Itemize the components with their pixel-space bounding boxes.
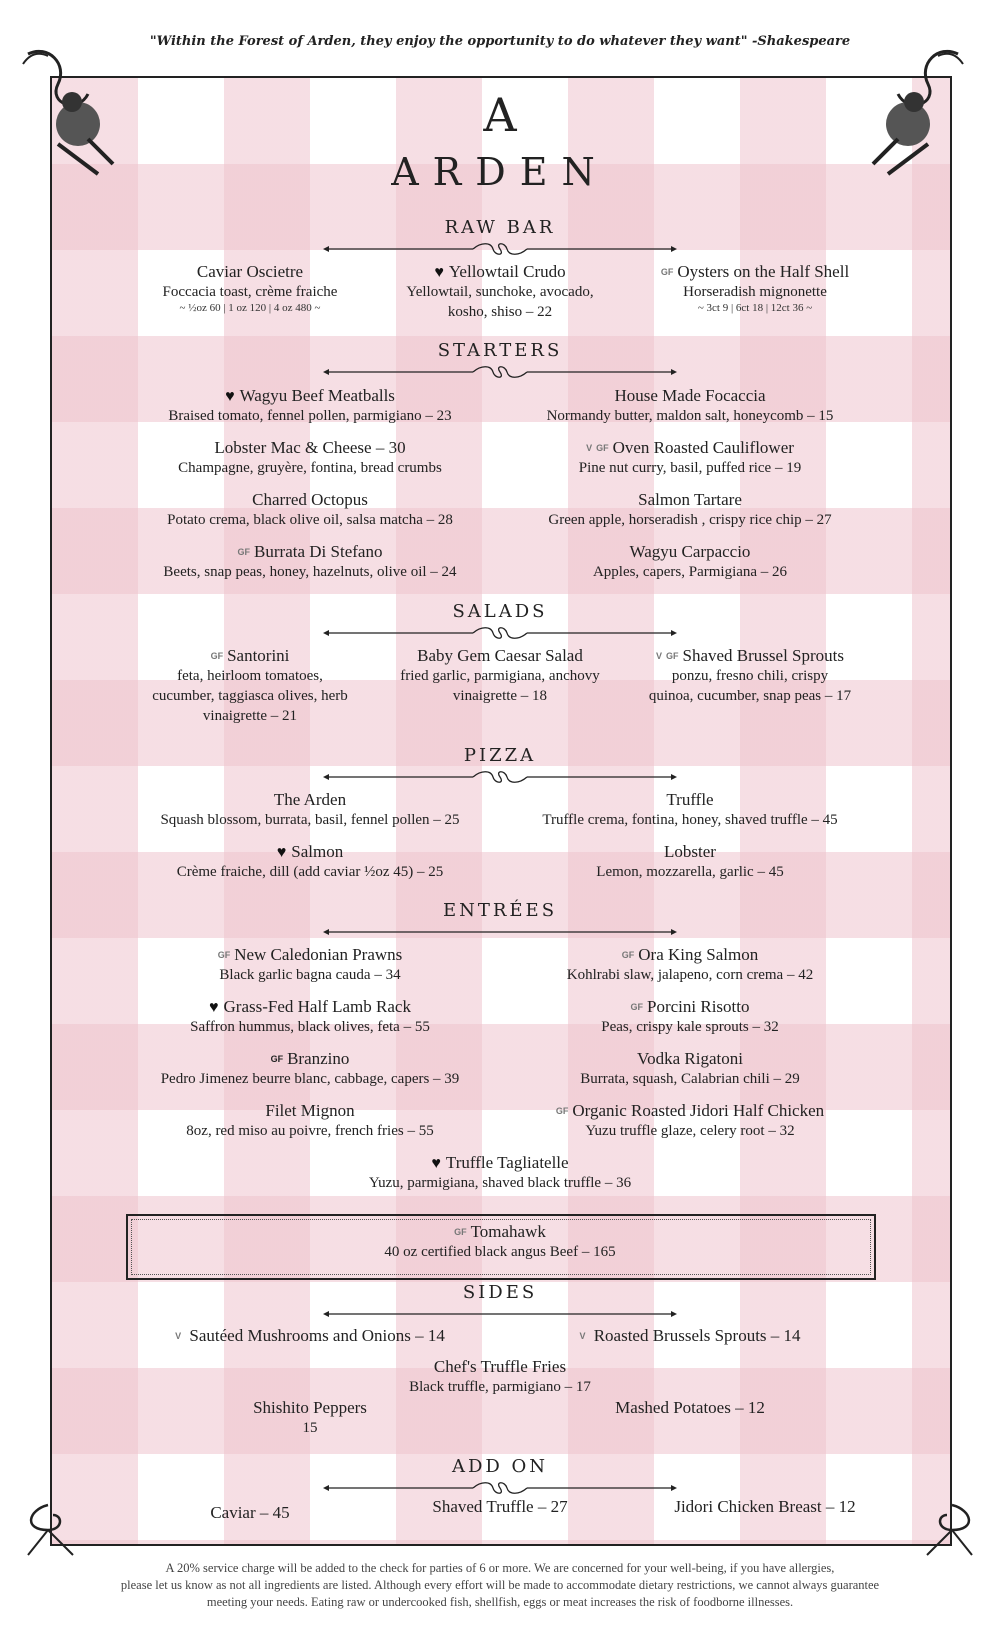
section-title: ENTRÉES [442, 900, 558, 921]
menu-item: GF Santorini feta, heirloom tomatoes, cucumber, taggiasca olives, herb vinaigrette – 21 [152, 646, 348, 724]
menu-item: GF Burrata Di Stefano Beets, snap peas, honey, hazelnuts, olive oil – 24 [163, 542, 457, 580]
vegetarian-tag: V [579, 1331, 586, 1341]
menu-item: V GF Oven Roasted Cauliflower Pine nut curry, basil, puffed rice – 19 [578, 438, 802, 476]
logo-letter: A [483, 88, 517, 142]
menu-item: Filet Mignon 8oz, red miso au poivre, french fries – 55 [186, 1101, 434, 1139]
section-title: SIDES [462, 1282, 538, 1303]
heart-icon: ♥ [431, 1155, 441, 1172]
flourish-corner-bottom-left-icon [18, 1500, 78, 1560]
ornament-divider-icon [323, 925, 677, 939]
menu-item: GF Organic Roasted Jidori Half Chicken Yuzu truffle glaze, celery root – 32 [555, 1101, 825, 1139]
menu-item: GF Branzino Pedro Jimenez beurre blanc, cabbage, capers – 39 [160, 1049, 460, 1087]
menu-item: Lobster Lemon, mozzarella, garlic – 45 [596, 842, 784, 880]
footer-disclaimer: A 20% service charge will be added to the check for parties of 6 or more. We are concerned for your well-being, if you have allergies, please let us know as not all ingredients are listed. Although every effort will be made to accommodate dietary restrictions, we cannot always guarantee meeting your needs. Eating raw or undercooked fish, shellfish, eggs or meat increases the risk of foodborne illnesses. [120, 1561, 880, 1609]
menu-item: GF Ora King Salmon Kohlrabi slaw, jalapeno, corn crema – 42 [566, 945, 814, 983]
section-sides [0, 1282, 1000, 1321]
vegetarian-tag: V [175, 1331, 182, 1341]
vegetarian-tag: V [655, 651, 662, 661]
menu-item-tomahawk: GF Tomahawk 40 oz certified black angus Beef – 165 [384, 1222, 616, 1260]
menu-item: Shaved Truffle – 27 [432, 1497, 568, 1516]
menu-item: V Sautéed Mushrooms and Onions – 14 [175, 1326, 445, 1345]
ornament-divider-icon [323, 365, 677, 379]
menu-item: Lobster Mac & Cheese – 30 Champagne, gruyère, fontina, bread crumbs [178, 438, 442, 476]
section-raw-bar [0, 217, 1000, 256]
section-add-on [0, 1456, 1000, 1495]
heart-icon: ♥ [434, 264, 444, 281]
gluten-free-tag: GF [596, 443, 609, 453]
heart-icon: ♥ [276, 844, 287, 861]
section-entrees [0, 900, 1000, 939]
menu-item: Vodka Rigatoni Burrata, squash, Calabrian chili – 29 [580, 1049, 800, 1087]
ornament-divider-icon [323, 1307, 677, 1321]
ornament-divider-icon [323, 626, 677, 640]
section-title: RAW BAR [444, 217, 556, 238]
menu-item: Caviar Oscietre Foccacia toast, crème fraiche ~ ½oz 60 | 1 oz 120 | 4 oz 480 ~ [162, 262, 338, 314]
menu-item: Truffle Truffle crema, fontina, honey, shaved truffle – 45 [542, 790, 838, 828]
gluten-free-tag: GF [454, 1227, 467, 1237]
logo-wordmark: ARDEN [391, 150, 609, 194]
shakespeare-quote: "Within the Forest of Arden, they enjoy the opportunity to do whatever they want" -Shakespeare [149, 34, 851, 49]
menu-item: ♥ Yellowtail Crudo Yellowtail, sunchoke, avocado, kosho, shiso – 22 [406, 262, 594, 320]
menu-item: GF Porcini Risotto Peas, crispy kale sprouts – 32 [601, 997, 779, 1035]
menu-item: House Made Focaccia Normandy butter, maldon salt, honeycomb – 15 [546, 386, 834, 424]
menu-item: ♥ Truffle Tagliatelle Yuzu, parmigiana, shaved black truffle – 36 [368, 1153, 632, 1191]
menu-item: Charred Octopus Potato crema, black olive oil, salsa matcha – 28 [167, 490, 453, 528]
menu-item: ♥ Salmon Crème fraiche, dill (add caviar ½oz 45) – 25 [176, 842, 444, 880]
menu-item: Caviar – 45 [210, 1503, 290, 1522]
vegetarian-tag: V [586, 443, 593, 453]
flourish-corner-bottom-right-icon [922, 1500, 982, 1560]
gluten-free-tag: GF [270, 1054, 284, 1064]
section-title: SALADS [452, 601, 548, 622]
menu-item: Shishito Peppers 15 [253, 1398, 367, 1436]
menu-item: V GF Shaved Brussel Sprouts ponzu, fresno chili, crispy quinoa, cucumber, snap peas – 17 [648, 646, 852, 704]
gluten-free-tag: GF [660, 267, 674, 277]
ornament-divider-icon [323, 242, 677, 256]
menu-item: ♥ Wagyu Beef Meatballs Braised tomato, fennel pollen, parmigiano – 23 [168, 386, 452, 424]
gluten-free-tag: GF [237, 547, 251, 557]
gluten-free-tag: GF [217, 950, 231, 960]
heart-icon: ♥ [209, 999, 219, 1016]
ornament-divider-icon [323, 770, 677, 784]
heart-icon: ♥ [225, 388, 235, 405]
section-title: ADD ON [451, 1456, 549, 1477]
section-salads [0, 601, 1000, 640]
menu-item: Wagyu Carpaccio Apples, capers, Parmigiana – 26 [592, 542, 788, 580]
section-starters [0, 340, 1000, 379]
menu-item: Chef's Truffle Fries Black truffle, parmigiano – 17 [409, 1357, 591, 1395]
ornament-divider-icon [323, 1481, 677, 1495]
gluten-free-tag: GF [666, 651, 679, 661]
gluten-free-tag: GF [621, 950, 635, 960]
menu-item: Baby Gem Caesar Salad fried garlic, parmigiana, anchovy vinaigrette – 18 [400, 646, 600, 704]
menu-item: GF Oysters on the Half Shell Horseradish mignonette ~ 3ct 9 | 6ct 18 | 12ct 36 ~ [660, 262, 850, 314]
section-pizza [0, 745, 1000, 784]
gluten-free-tag: GF [210, 651, 224, 661]
menu-item: ♥ Grass-Fed Half Lamb Rack Saffron hummus, black olives, feta – 55 [190, 997, 430, 1035]
menu-item: V Roasted Brussels Sprouts – 14 [579, 1326, 801, 1345]
menu-item: GF New Caledonian Prawns Black garlic bagna cauda – 34 [217, 945, 403, 983]
menu-item: The Arden Squash blossom, burrata, basil, fennel pollen – 25 [160, 790, 460, 828]
gluten-free-tag: GF [555, 1106, 569, 1116]
menu-item: Jidori Chicken Breast – 12 [674, 1497, 856, 1516]
menu-item: Mashed Potatoes – 12 [615, 1398, 765, 1417]
section-title: STARTERS [437, 340, 563, 361]
gluten-free-tag: GF [630, 1002, 643, 1012]
section-title: PIZZA [463, 745, 537, 766]
menu-item: Salmon Tartare Green apple, horseradish , crispy rice chip – 27 [548, 490, 832, 528]
